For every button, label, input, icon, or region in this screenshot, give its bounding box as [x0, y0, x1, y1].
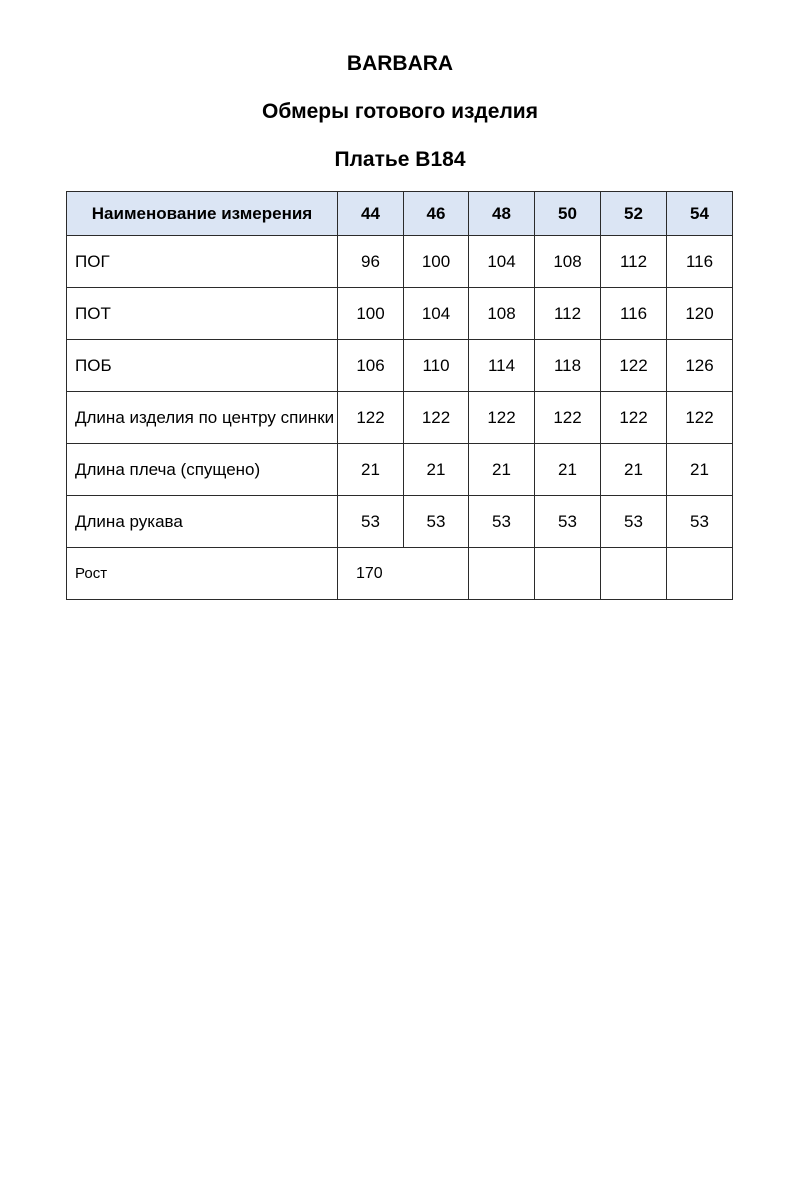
- measurement-value: 53: [535, 496, 601, 548]
- measurement-value: 96: [338, 236, 404, 288]
- measurement-value: 126: [667, 340, 733, 392]
- measurement-value: 53: [601, 496, 667, 548]
- measurement-value: 21: [404, 444, 469, 496]
- product-title: Платье B184: [334, 148, 466, 171]
- measurement-name: Длина изделия по центру спинки: [67, 392, 338, 444]
- measurement-value: 112: [535, 288, 601, 340]
- table-row: [67, 496, 733, 548]
- measurement-value: 116: [667, 236, 733, 288]
- measurement-value: 53: [404, 496, 469, 548]
- column-header-size: 46: [404, 192, 469, 236]
- table-row: [67, 392, 733, 444]
- measurement-value: 122: [404, 392, 469, 444]
- measurement-value: 122: [667, 392, 733, 444]
- measurement-value: 122: [535, 392, 601, 444]
- empty-cell: [535, 548, 601, 600]
- measurement-value: 108: [469, 288, 535, 340]
- column-header-size: 48: [469, 192, 535, 236]
- column-header-size: 50: [535, 192, 601, 236]
- measurement-value: 114: [469, 340, 535, 392]
- measurements-table: [66, 191, 733, 600]
- table-row-growth: [67, 548, 733, 600]
- measurement-value: 106: [338, 340, 404, 392]
- measurement-value: 100: [338, 288, 404, 340]
- measurement-value: 21: [601, 444, 667, 496]
- empty-cell: [469, 548, 535, 600]
- measurement-value: 21: [469, 444, 535, 496]
- table-header-row: [67, 192, 733, 236]
- table-row: [67, 444, 733, 496]
- column-header-name: Наименование измерения: [67, 192, 338, 236]
- measurement-value: 53: [469, 496, 535, 548]
- measurement-value: 21: [667, 444, 733, 496]
- measurement-value: 122: [601, 392, 667, 444]
- measurement-value: 108: [535, 236, 601, 288]
- measurement-value: 104: [469, 236, 535, 288]
- measurement-name: Длина рукава: [67, 496, 338, 548]
- measurement-value: 122: [601, 340, 667, 392]
- measurement-value: 112: [601, 236, 667, 288]
- measurement-name: Длина плеча (спущено): [67, 444, 338, 496]
- measurement-value: 118: [535, 340, 601, 392]
- measurement-value: 53: [338, 496, 404, 548]
- empty-cell: [601, 548, 667, 600]
- measurement-value: 53: [667, 496, 733, 548]
- empty-cell: [667, 548, 733, 600]
- measurement-name: ПОГ: [67, 236, 338, 288]
- brand-title: BARBARA: [346, 52, 454, 75]
- column-header-size: 52: [601, 192, 667, 236]
- measurement-value: 122: [338, 392, 404, 444]
- measurement-value: 116: [601, 288, 667, 340]
- document-subtitle: Обмеры готового изделия: [262, 100, 538, 123]
- growth-label: Рост: [67, 548, 338, 600]
- measurement-value: 100: [404, 236, 469, 288]
- measurement-value: 120: [667, 288, 733, 340]
- measurement-value: 21: [338, 444, 404, 496]
- measurement-value: 104: [404, 288, 469, 340]
- table-row: [67, 340, 733, 392]
- measurement-value: 110: [404, 340, 469, 392]
- measurement-name: ПОТ: [67, 288, 338, 340]
- measurement-name: ПОБ: [67, 340, 338, 392]
- table-row: [67, 236, 733, 288]
- growth-value: 170: [338, 548, 469, 600]
- table-row: [67, 288, 733, 340]
- measurement-value: 122: [469, 392, 535, 444]
- column-header-size: 54: [667, 192, 733, 236]
- measurement-value: 21: [535, 444, 601, 496]
- column-header-size: 44: [338, 192, 404, 236]
